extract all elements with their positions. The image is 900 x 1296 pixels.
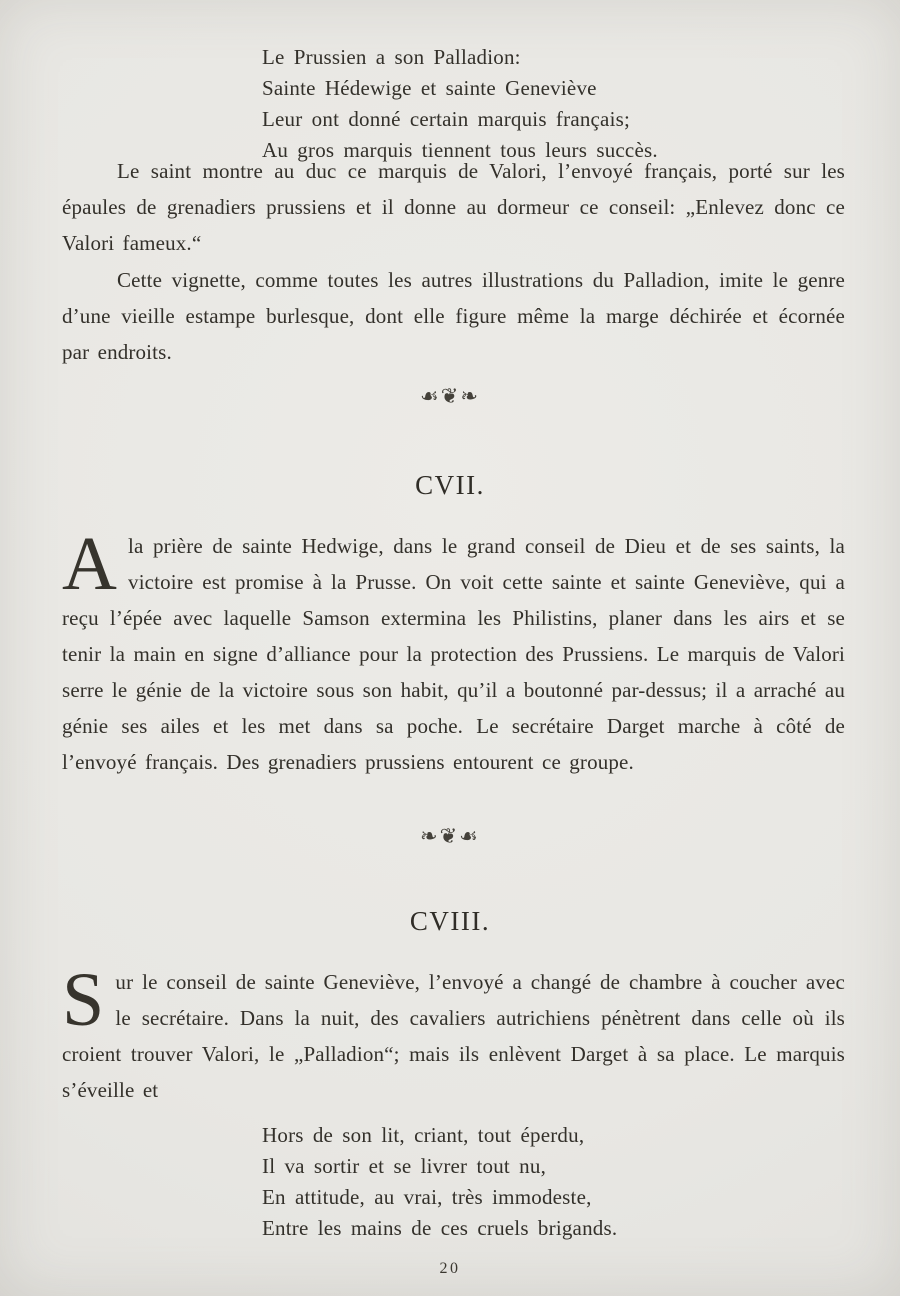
verse-line: Leur ont donné certain marquis français; (262, 107, 631, 131)
section-heading-cvii: CVII. (415, 470, 485, 500)
section-cvii-body (62, 522, 845, 780)
page-number: 20 (439, 1260, 461, 1277)
verse-line: Il va sortir et se livrer tout nu, (262, 1154, 547, 1178)
section-heading-cviii: CVIII. (409, 906, 491, 936)
section-cvii-paragraph (62, 522, 845, 780)
floral-ornament-icon: ☙❦❧ (419, 384, 481, 408)
section-cviii-paragraph (62, 958, 845, 1108)
section-cvii-text: la prière de sainte Hedwige, dans le grand conseil de Dieu et de ses saints, la victoire est promise à la Prusse. On voit cette sainte et sainte Geneviève, qui a reçu l’épée avec laquelle Samson extermina les Philistins, planer dans les airs et se tenir la main en signe d’alliance pour la protection des Prussiens. Le marquis de Valori serre le génie de la victoire sous son habit, qu’il a boutonné par-dessus; il a arraché au génie ses ailes et les met dans sa poche. Le secrétaire Darget marche à côté de l’envoyé français. Des grenadiers prussiens entourent ce groupe. (62, 534, 845, 774)
intro-paragraphs (62, 153, 845, 370)
verse-line: Le Prussien a son Palladion: (262, 45, 521, 69)
verse-line: Entre les mains de ces cruels brigands. (262, 1216, 618, 1240)
section-cviii-body (62, 958, 845, 1244)
verse-quote-1 (262, 42, 658, 166)
foliate-ornament-icon: ❧❦☙ (419, 824, 481, 848)
verse-line: Au gros marquis tiennent tous leurs succès. (262, 138, 658, 162)
verse-quote-2 (62, 1120, 845, 1244)
paragraph-vignette: Cette vignette, comme toutes les autres illustrations du Palladion, imite le genre d’une vieille estampe burlesque, dont elle figure même la marge déchirée et écornée par endroits. (62, 268, 845, 364)
verse-line: Hors de son lit, criant, tout éperdu, (262, 1123, 585, 1147)
drop-cap-a: A (62, 522, 118, 606)
verse-line: En attitude, au vrai, très immodeste, (262, 1185, 592, 1209)
section-cviii-text: ur le conseil de sainte Geneviève, l’envoyé a changé de chambre à coucher avec le secrétaire. Dans la nuit, des cavaliers autrichiens pénètrent dans celle où ils croient trouver Valori, le „Palladion“; mais ils enlèvent Darget à sa place. Le marquis s’éveille et (62, 970, 845, 1102)
verse-line: Sainte Hédewige et sainte Geneviève (262, 76, 597, 100)
paragraph-valori: Le saint montre au duc ce marquis de Valori, l’envoyé français, porté sur les épaules de grenadiers prussiens et il donne au dormeur ce conseil: „Enlevez donc ce Valori fameux.“ (62, 159, 845, 255)
drop-cap-s: S (62, 958, 105, 1042)
